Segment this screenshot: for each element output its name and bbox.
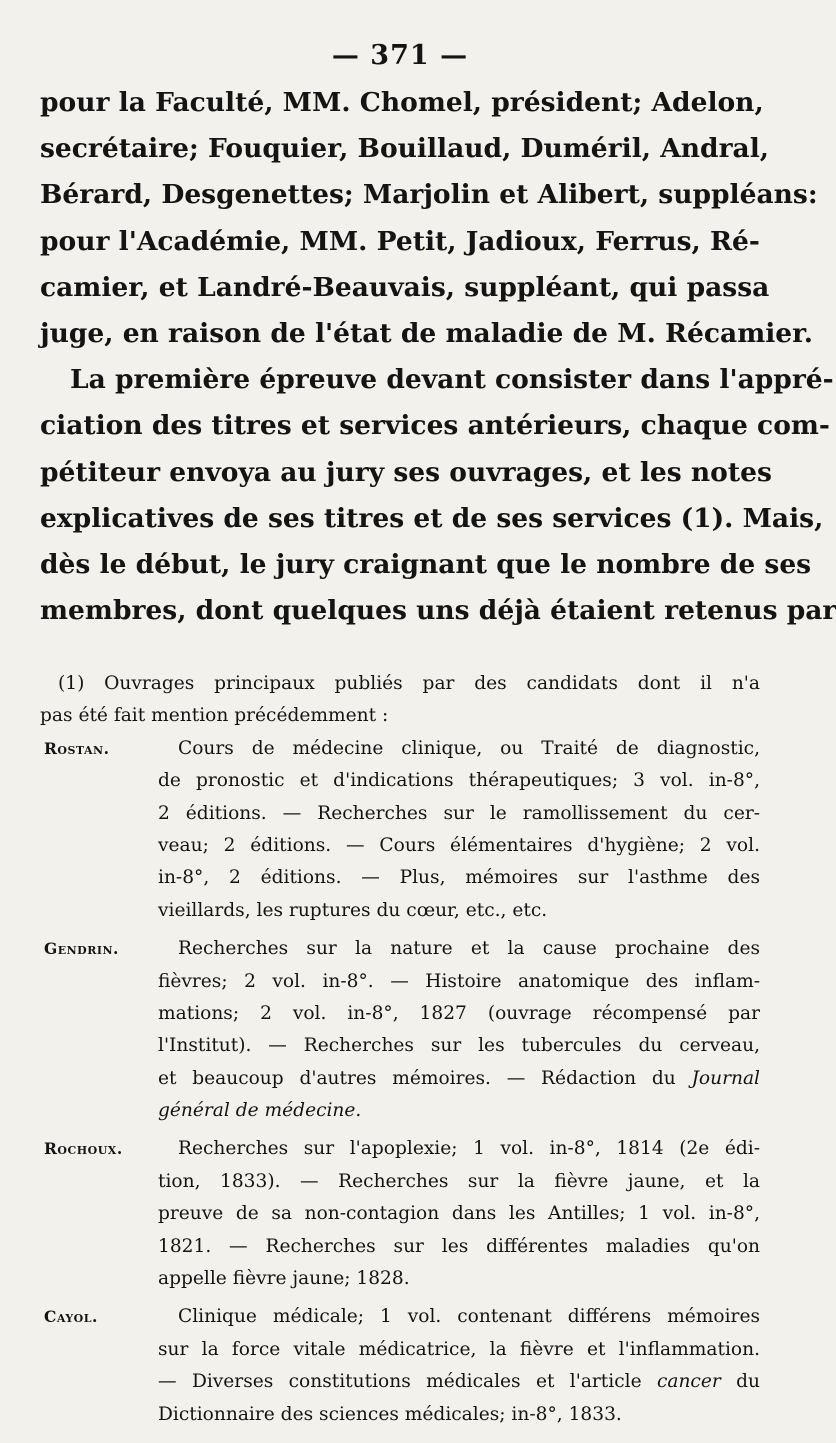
entry-line: veau; 2 éditions. — Cours élémentaires d'hygiène; 2 vol. bbox=[158, 834, 760, 856]
entry-line: mations; 2 vol. in-8°, 1827 (ouvrage récompensé par bbox=[158, 1002, 760, 1024]
entry-line: Recherches sur l'apoplexie; 1 vol. in-8°, 1814 (2e édi- bbox=[178, 1138, 760, 1160]
entry-line bbox=[158, 1366, 760, 1398]
footnote-entry-gendrin bbox=[40, 933, 760, 1127]
text-line: Bérard, Desgenettes; Marjolin et Alibert, suppléans: bbox=[40, 179, 818, 211]
entry-line: 1821. — Recherches sur les différentes maladies qu'on bbox=[158, 1235, 760, 1257]
text-line: dès le début, le jury craignant que le nombre de ses bbox=[40, 548, 812, 580]
entry-body bbox=[158, 933, 760, 1127]
entry-line: Recherches sur la nature et la cause prochaine des bbox=[178, 938, 760, 960]
entry-line: Cours de médecine clinique, ou Traité de diagnostic, bbox=[178, 737, 760, 759]
entry-line: tion, 1833). — Recherches sur la fièvre jaune, et la bbox=[158, 1170, 760, 1192]
footnote-intro-line: (1) Ouvrages principaux publiés par des candidats dont il n'a bbox=[58, 673, 760, 694]
entry-line-tail: du bbox=[736, 1371, 760, 1393]
entry-body bbox=[158, 1133, 760, 1295]
entry-body bbox=[158, 733, 760, 927]
entry-line bbox=[158, 1063, 760, 1095]
text-line: La première épreuve devant consister dans l'appré- bbox=[70, 364, 834, 396]
author-name: Cayol. bbox=[44, 1307, 98, 1327]
entry-line: général de médecine. bbox=[158, 1100, 362, 1122]
italic-word: cancer bbox=[656, 1371, 721, 1393]
text-line: secrétaire; Fouquier, Bouillaud, Duméril, Andral, bbox=[40, 133, 769, 165]
text-line: juge, en raison de l'état de maladie de M. Récamier. bbox=[40, 317, 813, 349]
entry-line: l'Institut). — Recherches sur les tubercules du cerveau, bbox=[158, 1035, 760, 1057]
text-line: pour l'Académie, MM. Petit, Jadioux, Ferrus, Ré- bbox=[40, 225, 760, 257]
entry-line: in-8°, 2 éditions. — Plus, mémoires sur l'asthme des bbox=[158, 867, 760, 889]
main-text bbox=[40, 80, 836, 634]
author-name: Rochoux. bbox=[44, 1139, 123, 1159]
entry-line-text: et beaucoup d'autres mémoires. — Rédaction du bbox=[158, 1067, 676, 1089]
text-line: ciation des titres et services antérieurs, chaque com- bbox=[40, 410, 830, 442]
entry-line: vieillards, les ruptures du cœur, etc., etc. bbox=[158, 899, 548, 921]
text-line: membres, dont quelques uns déjà étaient retenus par bbox=[40, 595, 836, 627]
text-line: camier, et Landré-Beauvais, suppléant, qui passa bbox=[40, 271, 770, 303]
entry-line: 2 éditions. — Recherches sur le ramollissement du cer- bbox=[158, 802, 760, 824]
footnote-entry-cayol bbox=[40, 1301, 760, 1431]
footnote-entry-rochoux bbox=[40, 1133, 760, 1295]
footnote-intro-line: pas été fait mention précédemment : bbox=[40, 705, 389, 727]
entry-line: Dictionnaire des sciences médicales; in-8°, 1833. bbox=[158, 1403, 622, 1425]
text-line: pétiteur envoya au jury ses ouvrages, et les notes bbox=[40, 456, 772, 488]
footnote-entry-rostan bbox=[40, 733, 760, 927]
entry-body bbox=[158, 1301, 760, 1431]
footnotes bbox=[40, 668, 760, 1431]
text-line: explicatives de ses titres et de ses services (1). Mais, bbox=[40, 502, 824, 534]
entry-line: de pronostic et d'indications thérapeutiques; 3 vol. in-8°, bbox=[158, 770, 760, 792]
author-name: Gendrin. bbox=[44, 939, 119, 959]
page-number: — 371 — bbox=[331, 40, 469, 71]
entry-line: Clinique médicale; 1 vol. contenant différens mémoires bbox=[178, 1306, 760, 1328]
text-line: pour la Faculté, MM. Chomel, président; Adelon, bbox=[40, 87, 764, 118]
entry-line: fièvres; 2 vol. in-8°. — Histoire anatomique des inflam- bbox=[158, 970, 760, 992]
entry-line: preuve de sa non-contagion dans les Antilles; 1 vol. in-8°, bbox=[158, 1203, 760, 1225]
entry-line-text: — Diverses constitutions médicales et l'article bbox=[158, 1371, 642, 1393]
author-name: Rostan. bbox=[44, 738, 110, 758]
entry-line: sur la force vitale médicatrice, la fièvre et l'inflammation. bbox=[158, 1338, 760, 1360]
journal-title: Journal bbox=[691, 1067, 760, 1089]
entry-line: appelle fièvre jaune; 1828. bbox=[158, 1268, 410, 1290]
